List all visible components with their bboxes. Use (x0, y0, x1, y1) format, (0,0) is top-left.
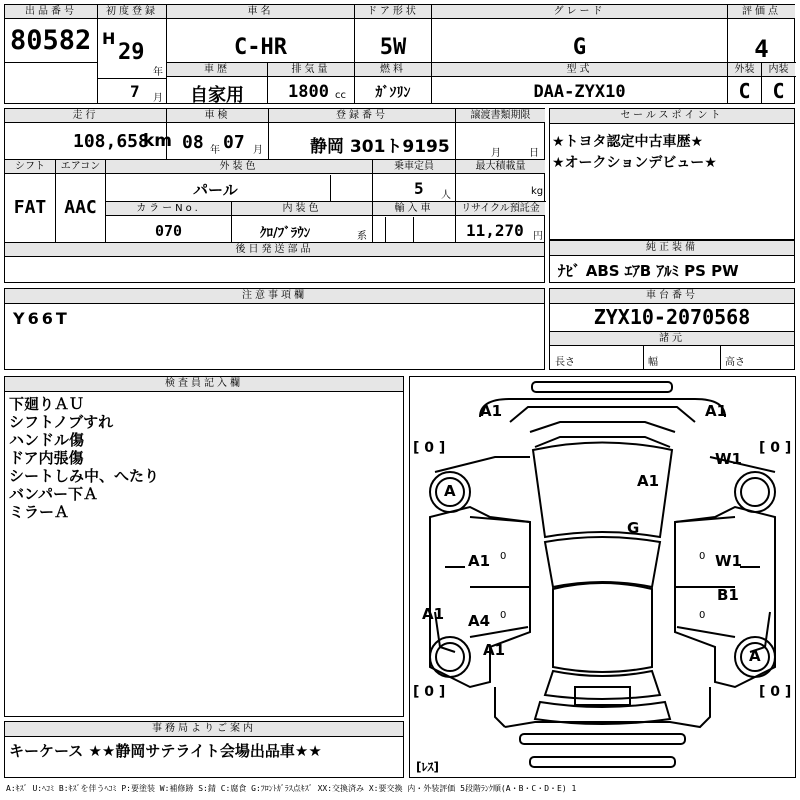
capacity-unit: 人 (441, 190, 451, 201)
capacity: 5 (414, 179, 424, 198)
car-name: C-HR (234, 35, 287, 60)
mark-l-front-door: A1 (468, 552, 491, 570)
door-type: 5W (379, 35, 407, 60)
mark-l-rear-fender: A1 (483, 641, 506, 659)
name-label: 車名 (167, 5, 354, 19)
inspect-m-unit: 月 (253, 145, 263, 156)
air-con: AAC (64, 197, 97, 218)
len-label: 長さ (555, 357, 575, 368)
chassis-label: 車台番号 (550, 289, 794, 304)
door-zero: 0 (699, 551, 706, 562)
reg-year: 29 (118, 40, 145, 65)
notes-value: Y66T (13, 309, 70, 328)
mark-l-rear-door: A4 (468, 612, 491, 630)
mark-fr-wheel: W1 (715, 450, 742, 468)
grade-label: グレード (432, 5, 727, 19)
inspector-line: ハンドル傷 (9, 431, 85, 449)
inspector-notes (4, 376, 404, 717)
mark-l-sill: A1 (422, 605, 445, 623)
reg-month: 7 (130, 82, 140, 101)
load-unit: kg (531, 186, 544, 197)
mark-fr-bumper: A1 (705, 402, 728, 420)
header-grid (4, 4, 795, 104)
era: H (102, 29, 116, 48)
disp-unit: cc (335, 90, 346, 101)
notes (4, 288, 545, 370)
transfer-d-unit: 日 (529, 148, 539, 159)
inspect-label: 車検 (167, 109, 268, 123)
lot-label: 出品番号 (5, 5, 97, 19)
mileage: 108,658 (73, 131, 149, 152)
ac-label: エアコン (56, 160, 105, 174)
mark-r-front-door: W1 (715, 552, 742, 570)
displacement: 1800 (288, 82, 329, 102)
model-label: 型式 (432, 63, 727, 77)
hgt-label: 高さ (725, 357, 745, 368)
sales-line-1: ★トヨタ認定中古車歴★ (552, 134, 704, 150)
inspector-line: ドア内張傷 (9, 449, 84, 467)
mark-rr-tire: A (749, 647, 761, 665)
tire-fr: [ 0 ] (759, 440, 792, 456)
colorno-label: カラーNo. (106, 202, 231, 216)
spec-grid (4, 108, 545, 283)
intcolor-label: 内装色 (232, 202, 372, 216)
inspect-y-unit: 年 (210, 145, 220, 156)
disp-label: 排気量 (268, 63, 354, 77)
capacity-label: 乗車定員 (373, 160, 455, 174)
mark-r-rear-door: B1 (717, 586, 739, 604)
inspect-month: 07 (223, 132, 245, 153)
later-label: 後日発送部品 (5, 243, 544, 257)
int-label: 内装 (762, 63, 795, 77)
history: 自家用 (190, 85, 244, 106)
int-rating: C (772, 79, 785, 103)
inspector-line: 下廻りＡＵ (9, 395, 85, 413)
mark-fl-tire: A (444, 482, 456, 500)
door-zero: 0 (500, 551, 507, 562)
office-notice (4, 721, 404, 778)
import-label: 輸入車 (373, 202, 455, 216)
color-label: 外装色 (106, 160, 372, 174)
km-label: 走行 (5, 109, 166, 123)
first-reg-label: 初度登録 (98, 5, 166, 19)
recycle-unit: 円 (533, 231, 543, 242)
tire-rr: [ 0 ] (759, 684, 792, 700)
ext-rating: C (738, 79, 751, 103)
fuel: ｶﾞｿﾘﾝ (375, 85, 411, 101)
wid-label: 幅 (648, 357, 658, 368)
chassis (549, 288, 795, 370)
inspect-year: 08 (182, 132, 204, 153)
interior-color: ｸﾛ/ﾌﾞﾗｳﾝ (260, 226, 311, 241)
inspector-line: シフトノブすれ (9, 413, 114, 431)
lot-number: 80582 (10, 25, 92, 56)
damage-diagram (409, 376, 796, 778)
door-zero: 0 (500, 610, 507, 621)
equip-value: ﾅﾋﾞ ABS ｴｱB ｱﾙﾐ PS PW (558, 262, 739, 280)
office-value: キーケース ★★静岡サテライト会場出品車★★ (9, 742, 322, 760)
inspector-line: ミラーＡ (9, 503, 70, 521)
equip-label: 純正装備 (550, 241, 794, 256)
recycle-label: リサイクル預託金 (456, 202, 545, 216)
inspector-line: シートしみ中、へたり (9, 467, 160, 485)
door-label: ドア形状 (355, 5, 431, 19)
score: 4 (754, 35, 769, 63)
ext-label: 外装 (728, 63, 761, 77)
sales-line-2: ★オークションデビュー★ (552, 155, 717, 171)
color-number: 070 (154, 222, 183, 240)
reg-label: 登録番号 (269, 109, 455, 123)
year-unit: 年 (153, 67, 163, 78)
sales-point (549, 108, 795, 240)
mark-roof: G (627, 519, 640, 537)
inspector-line: バンパー下Ａ (9, 485, 98, 503)
plate-number: 静岡 301ト9195 (310, 137, 450, 157)
shift: FAT (13, 197, 47, 218)
mark-hood: A1 (637, 472, 660, 490)
sales-label: セールスポイント (550, 109, 794, 124)
car-outline-svg (410, 377, 795, 777)
inspector-lines (9, 395, 159, 521)
tire-rl: [ 0 ] (413, 684, 446, 700)
shift-label: シフト (5, 160, 55, 174)
fuel-label: 燃料 (355, 63, 431, 77)
model-code: DAA-ZYX10 (533, 82, 626, 102)
load-label: 最大積載量 (456, 160, 545, 174)
history-label: 車歴 (167, 63, 267, 77)
transfer-m-unit: 月 (491, 148, 501, 159)
grade: G (572, 35, 587, 60)
chassis-number: ZYX10-2070568 (593, 305, 751, 329)
notes-label: 注意事項欄 (5, 289, 544, 304)
transfer-label: 譲渡書類期限 (456, 109, 545, 123)
score-label: 評価点 (728, 5, 795, 19)
equipment (549, 240, 795, 283)
inspector-label: 検査員記入欄 (5, 377, 403, 392)
body-color: パール (193, 181, 238, 199)
intcolor-unit: 系 (357, 231, 367, 242)
month-unit: 月 (153, 93, 163, 104)
mark-fl-bumper: A1 (480, 402, 503, 420)
legend: A:ｷｽﾞ U:ﾍｺﾐ B:ｷｽﾞを伴うﾍｺﾐ P:要塗装 W:補修跡 S:錆 C:腐食 G:ﾌﾛﾝﾄｶﾞﾗｽ点ｷｽﾞ XX:交換済み X:要交換 内・外装評価 5段階ﾗﾝｸ順(A・B・C・D・E) 1 (6, 784, 577, 793)
dims-label: 諸元 (550, 332, 794, 346)
recycle-fee: 11,270 (466, 221, 524, 240)
tire-fl: [ 0 ] (413, 440, 446, 456)
km-unit: km (143, 131, 173, 151)
spare-tire: [ﾚｽ] (416, 760, 439, 774)
door-zero: 0 (699, 610, 706, 621)
office-label: 事務局よりご案内 (5, 722, 403, 737)
